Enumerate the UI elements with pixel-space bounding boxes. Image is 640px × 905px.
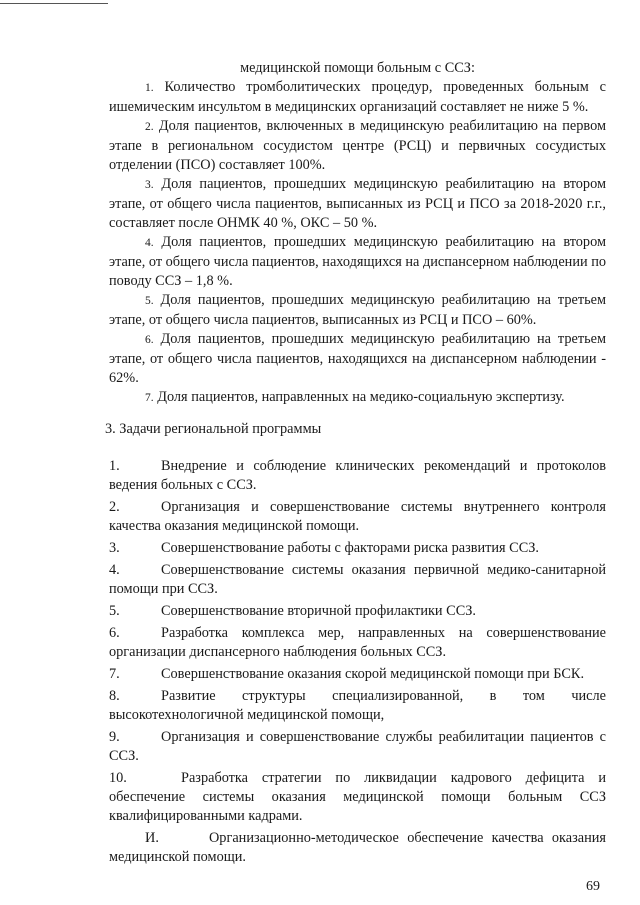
indicator-text: Доля пациентов, прошедших медицинскую реабилитацию на втором этапе, от общего числа пациентов, находящихся на диспансерном наблюдении по поводу ССЗ – 1,8 %. (109, 234, 606, 289)
indicator-item (109, 388, 606, 408)
task-number: 5. (109, 603, 120, 619)
page-number: 69 (586, 879, 600, 894)
indicator-number: 1. (145, 82, 154, 94)
task-number: 2. (109, 499, 120, 515)
task-number: 10. (109, 770, 127, 786)
header-line: медицинской помощи больным с ССЗ: (240, 60, 475, 76)
indicator-text: Доля пациентов, прошедших медицинскую реабилитацию на третьем этапе, от общего числа пациентов, находящихся на диспансерном наблюдении - 62%. (109, 331, 606, 386)
task-number: 7. (109, 666, 120, 682)
task-text: Совершенствование работы с факторами риска развития ССЗ. (161, 540, 539, 556)
task-item (109, 769, 606, 826)
indicator-text: Доля пациентов, прошедших медицинскую реабилитацию на втором этапе, от общего числа пациентов, выписанных из РСЦ и ПСО за 2018-2020 г.г., составляет после ОНМК 40 %, ОКС – 50 %. (109, 176, 606, 231)
task-number: 9. (109, 729, 120, 745)
scan-edge-mark (0, 0, 108, 4)
task-item (109, 539, 606, 558)
indicator-number: 7. (145, 392, 154, 404)
task-text: Организация и совершенствование службы реабилитации пациентов с ССЗ. (109, 729, 606, 764)
indicators-list (109, 78, 606, 408)
indicator-item (109, 291, 606, 330)
indicator-item (109, 117, 606, 175)
task-item (109, 665, 606, 684)
task-text: Совершенствование оказания скорой медицинской помощи при БСК. (161, 666, 585, 682)
org-item-text: Организационно-методическое обеспечение качества оказания медицинской помощи. (109, 830, 606, 865)
indicator-number: 6. (145, 334, 154, 346)
indicator-text: Доля пациентов, включенных в медицинскую реабилитацию на первом этапе в региональном сосудистом центре (РСЦ) и первичных сосудистых отделении (ПСО) составляет 100%. (109, 118, 606, 173)
task-item (109, 624, 606, 662)
tasks-list (109, 457, 606, 826)
task-item (109, 561, 606, 599)
task-text: Организация и совершенствование системы внутреннего контроля качества оказания медицинской помощи. (109, 499, 606, 534)
task-item (109, 498, 606, 536)
indicator-item (109, 233, 606, 291)
task-text: Развитие структуры специализированной, в том числе высокотехнологичной медицинской помощи, (109, 688, 606, 723)
task-number: 8. (109, 688, 120, 704)
task-text: Совершенствование системы оказания первичной медико-санитарной помощи при ССЗ. (109, 562, 606, 597)
indicator-text: Количество тромболитических процедур, проведенных больным с ишемическим инсультом в медицинских организаций составляет не ниже 5 %. (109, 79, 606, 115)
task-text: Внедрение и соблюдение клинических рекомендаций и протоколов ведения больных с ССЗ. (109, 458, 606, 493)
indicator-item (109, 330, 606, 388)
indicator-number: 3. (145, 179, 154, 191)
task-item (109, 687, 606, 725)
indicator-item (109, 78, 606, 117)
task-number: 4. (109, 562, 120, 578)
indicator-text: Доля пациентов, прошедших медицинскую реабилитацию на третьем этапе, от общего числа пациентов, выписанных из РСЦ и ПСО – 60%. (109, 292, 606, 328)
task-number: 3. (109, 540, 120, 556)
task-item (109, 602, 606, 621)
task-item (109, 457, 606, 495)
document-page (105, 59, 606, 881)
indicator-item (109, 175, 606, 233)
indicator-text: Доля пациентов, направленных на медико-социальную экспертизу. (157, 389, 565, 405)
section-title: 3. Задачи региональной программы (105, 421, 322, 437)
task-text: Разработка комплекса мер, направленных на совершенствование организации диспансерного наблюдения больных ССЗ. (109, 625, 606, 660)
task-number: 1. (109, 458, 120, 474)
indicator-number: 4. (145, 237, 154, 249)
task-text: Разработка стратегии по ликвидации кадрового дефицита и обеспечение системы оказания медицинской помощи больным ССЗ квалифицированными кадрами. (109, 770, 606, 824)
indicator-number: 5. (145, 295, 154, 307)
task-text: Совершенствование вторичной профилактики ССЗ. (161, 603, 476, 619)
indicator-number: 2. (145, 121, 154, 133)
task-number: 6. (109, 625, 120, 641)
task-item (109, 728, 606, 766)
org-item-number: И. (145, 830, 159, 846)
org-method-item (109, 829, 606, 867)
